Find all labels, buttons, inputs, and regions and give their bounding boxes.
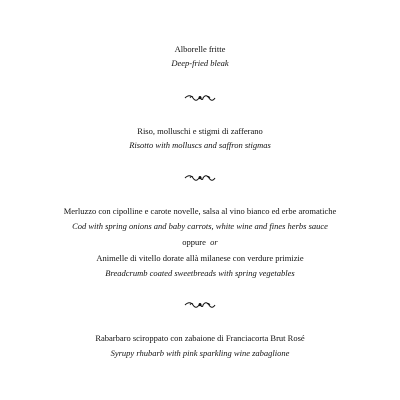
course-2-english: Risotto with molluscs and saffron stigmas <box>129 140 271 150</box>
ornamental-flourish-icon <box>184 301 216 309</box>
course-1-italian: Alborelle fritte <box>174 44 226 54</box>
separator-english: or <box>210 237 218 247</box>
ornamental-flourish-icon <box>184 174 216 182</box>
course-1-english: Deep-fried bleak <box>171 58 229 68</box>
course-2-italian: Riso, molluschi e stigmi di zafferano <box>137 126 263 136</box>
course-3-english: Cod with spring onions and baby carrots, white wine and fines herbs sauce <box>72 221 328 231</box>
course-4-italian: Rabarbaro sciroppato con zabaione di Franciacorta Brut Rosé <box>95 333 305 343</box>
separator-italian: oppure <box>182 237 206 247</box>
course-3-separator <box>0 237 400 248</box>
course-3-alt-italian: Animelle di vitello dorate allà milanese con verdure primizie <box>96 253 304 263</box>
course-4-english: Syrupy rhubarb with pink sparkling wine zabaglione <box>110 348 290 358</box>
ornamental-flourish-icon <box>184 94 216 102</box>
course-3-italian: Merluzzo con cipolline e carote novelle, salsa al vino bianco ed erbe aromatiche <box>63 206 337 216</box>
course-3-alt-english: Breadcrumb coated sweetbreads with spring vegetables <box>105 268 295 278</box>
